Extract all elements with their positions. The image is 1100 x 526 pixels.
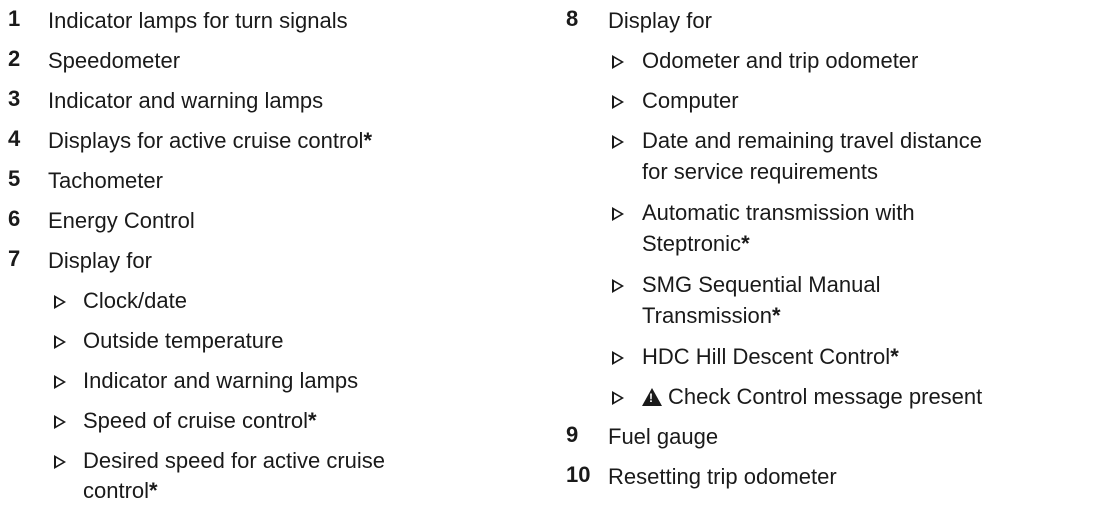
item-number: 7 — [8, 246, 21, 271]
item-label: Speedometer — [48, 48, 181, 73]
sub-item-label-text: Speed of cruise control — [83, 408, 309, 433]
sub-item-label: Outside temperature — [83, 328, 284, 353]
bullet-triangle-icon — [612, 95, 624, 109]
bullet-triangle-icon — [54, 455, 66, 469]
item-label: Energy Control — [48, 208, 195, 233]
bullet-triangle-icon — [612, 55, 624, 69]
sub-item-label-text: Steptronic — [642, 231, 742, 256]
sub-item-label: Clock/date — [83, 288, 187, 313]
item-number: 8 — [566, 6, 579, 31]
item-label — [48, 126, 372, 156]
sub-item-label: Indicator and warning lamps — [83, 368, 359, 393]
optional-equipment-star: * — [363, 128, 373, 153]
optional-equipment-star: * — [741, 231, 750, 256]
item-number: 5 — [8, 166, 21, 191]
optional-equipment-star: * — [149, 478, 158, 503]
item-number: 10 — [566, 462, 591, 487]
warning-triangle-icon — [642, 388, 662, 406]
item-label: Display for — [608, 8, 712, 33]
item-label: Resetting trip odometer — [608, 464, 837, 489]
item-number: 6 — [8, 206, 21, 231]
sub-item-label — [642, 342, 899, 372]
sub-item-label — [83, 406, 317, 436]
sub-item-label-text: Transmission — [642, 303, 772, 328]
bullet-triangle-icon — [612, 135, 624, 149]
item-label: Display for — [48, 248, 152, 273]
bullet-triangle-icon — [54, 335, 66, 349]
item-number: 2 — [8, 46, 21, 71]
bullet-triangle-icon — [54, 295, 66, 309]
sub-item-label-line1: Automatic transmission with — [642, 200, 915, 225]
sub-item-label: Computer — [642, 88, 739, 113]
sub-item-label-text: control — [83, 478, 150, 503]
sub-item-label-line1: SMG Sequential Manual — [642, 272, 881, 297]
bullet-triangle-icon — [612, 279, 624, 293]
bullet-triangle-icon — [612, 351, 624, 365]
bullet-triangle-icon — [54, 415, 66, 429]
bullet-triangle-icon — [612, 207, 624, 221]
sub-item-label-text: Check Control message present — [668, 384, 983, 409]
item-number: 1 — [8, 6, 21, 31]
sub-item-label-line2 — [83, 476, 158, 506]
sub-item-label — [642, 382, 982, 412]
sub-item-label-line2 — [642, 301, 781, 331]
item-label: Tachometer — [48, 168, 163, 193]
sub-item-label-line2: for service requirements — [642, 159, 878, 184]
item-label: Indicator and warning lamps — [48, 88, 324, 113]
sub-item-label-line1: Date and remaining travel distance — [642, 128, 982, 153]
item-label: Fuel gauge — [608, 424, 719, 449]
sub-item-label: Odometer and trip odometer — [642, 48, 919, 73]
item-number: 4 — [8, 126, 21, 151]
item-label: Indicator lamps for turn signals — [48, 8, 348, 33]
item-label-text: Displays for active cruise control — [48, 128, 364, 153]
item-number: 3 — [8, 86, 21, 111]
optional-equipment-star: * — [308, 408, 317, 433]
item-number: 9 — [566, 422, 579, 447]
bullet-triangle-icon — [612, 391, 624, 405]
optional-equipment-star: * — [890, 344, 899, 369]
optional-equipment-star: * — [772, 303, 781, 328]
bullet-triangle-icon — [54, 375, 66, 389]
sub-item-label-line2 — [642, 229, 750, 259]
sub-item-label-line1: Desired speed for active cruise — [83, 448, 386, 473]
sub-item-label-text: HDC Hill Descent Control — [642, 344, 891, 369]
